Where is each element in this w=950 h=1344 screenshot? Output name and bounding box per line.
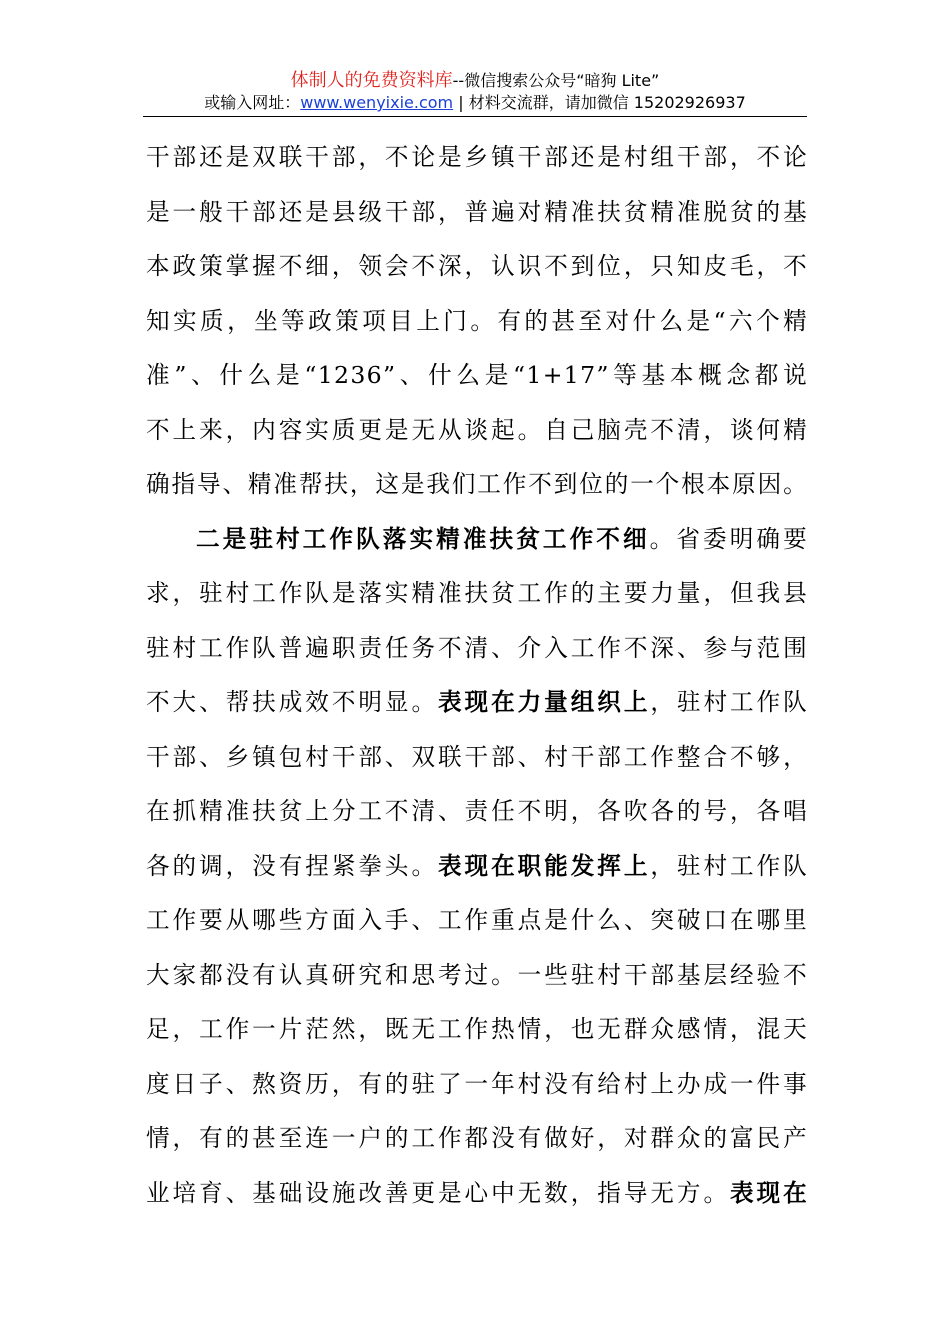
brand-title: 体制人的免费资料库	[290, 70, 453, 91]
text-run: 情，有的甚至连一户的工作都没有做好，对群众的富民产	[146, 1124, 808, 1152]
text-line	[146, 839, 808, 894]
header-line-1	[140, 70, 810, 92]
text-run: 。省委明确要	[649, 524, 808, 553]
text-run: 大家都没有认真研究和思考过。一些驻村干部基层经验不	[146, 960, 808, 989]
bold-text: 二是驻村工作队落实精准扶贫工作不细	[196, 524, 650, 553]
header-separator: |	[453, 93, 469, 112]
text-line	[146, 348, 808, 403]
website-link[interactable]: www.wenyixie.com	[300, 93, 454, 112]
page-header	[140, 70, 810, 114]
text-line	[146, 1111, 808, 1166]
text-run: 本政策掌握不细，领会不深，认识不到位，只知皮毛，不	[146, 252, 808, 280]
text-line	[146, 294, 808, 349]
header-line-2	[140, 92, 810, 114]
text-run: 求，驻村工作队是落实精准扶贫工作的主要力量，但我县	[146, 579, 808, 607]
text-line	[146, 730, 808, 785]
text-run: 度日子、熬资历，有的驻了一年村没有给村上办成一件事	[146, 1069, 808, 1098]
text-run: 干部还是双联干部，不论是乡镇干部还是村组干部，不论	[146, 143, 808, 171]
text-line	[146, 512, 808, 567]
text-run: 各的调，没有捏紧拳头。	[146, 851, 438, 880]
text-run: 驻村工作队普遍职责任务不清、介入工作不深、参与范围	[146, 633, 808, 662]
text-line	[146, 185, 808, 240]
bold-text: 表现在力量组织上	[438, 688, 651, 716]
bold-text: 表现在职能发挥上	[438, 851, 651, 880]
text-line	[146, 403, 808, 458]
text-line	[146, 239, 808, 294]
bold-text: 表现在	[730, 1178, 808, 1207]
text-run: 业培育、基础设施改善更是心中无数，指导无方。	[146, 1178, 730, 1207]
text-line	[146, 1057, 808, 1112]
url-prefix: 或输入网址：	[204, 93, 301, 112]
text-run: 工作要从哪些方面入手、工作重点是什么、突破口在哪里	[146, 906, 808, 934]
text-run: 不上来，内容实质更是无从谈起。自己脑壳不清，谈何精	[146, 415, 808, 444]
text-run: 足，工作一片茫然，既无工作热情，也无群众感情，混天	[146, 1015, 808, 1043]
body-text	[146, 130, 808, 1220]
text-run: ，驻村工作队	[650, 851, 808, 880]
text-run: 在抓精准扶贫上分工不清、责任不明，各吹各的号，各唱	[146, 797, 808, 825]
text-line	[146, 784, 808, 839]
text-run: 确指导、精准帮扶，这是我们工作不到位的一个根本原因。	[146, 470, 808, 498]
text-run: 是一般干部还是县级干部，普遍对精准扶贫精准脱贫的基	[146, 197, 808, 226]
text-line	[146, 457, 808, 512]
text-line	[146, 621, 808, 676]
header-divider	[143, 116, 807, 117]
header-tagline: --微信搜索公众号“暗狗 Lite”	[452, 71, 660, 90]
text-line	[146, 566, 808, 621]
text-line	[146, 130, 808, 185]
text-run: 干部、乡镇包村干部、双联干部、村干部工作整合不够，	[146, 742, 808, 771]
text-line	[146, 1166, 808, 1221]
text-line	[146, 893, 808, 948]
text-line	[146, 948, 808, 1003]
text-run: 准”、什么是“1236”、什么是“1+17”等基本概念都说	[146, 361, 808, 389]
contact-info: 材料交流群，请加微信 15202926937	[468, 93, 746, 112]
text-line	[146, 1002, 808, 1057]
text-run: 不大、帮扶成效不明显。	[146, 688, 438, 716]
text-run: ，驻村工作队	[650, 688, 808, 716]
text-line	[146, 675, 808, 730]
text-run: 知实质，坐等政策项目上门。有的甚至对什么是“六个精	[146, 306, 808, 335]
